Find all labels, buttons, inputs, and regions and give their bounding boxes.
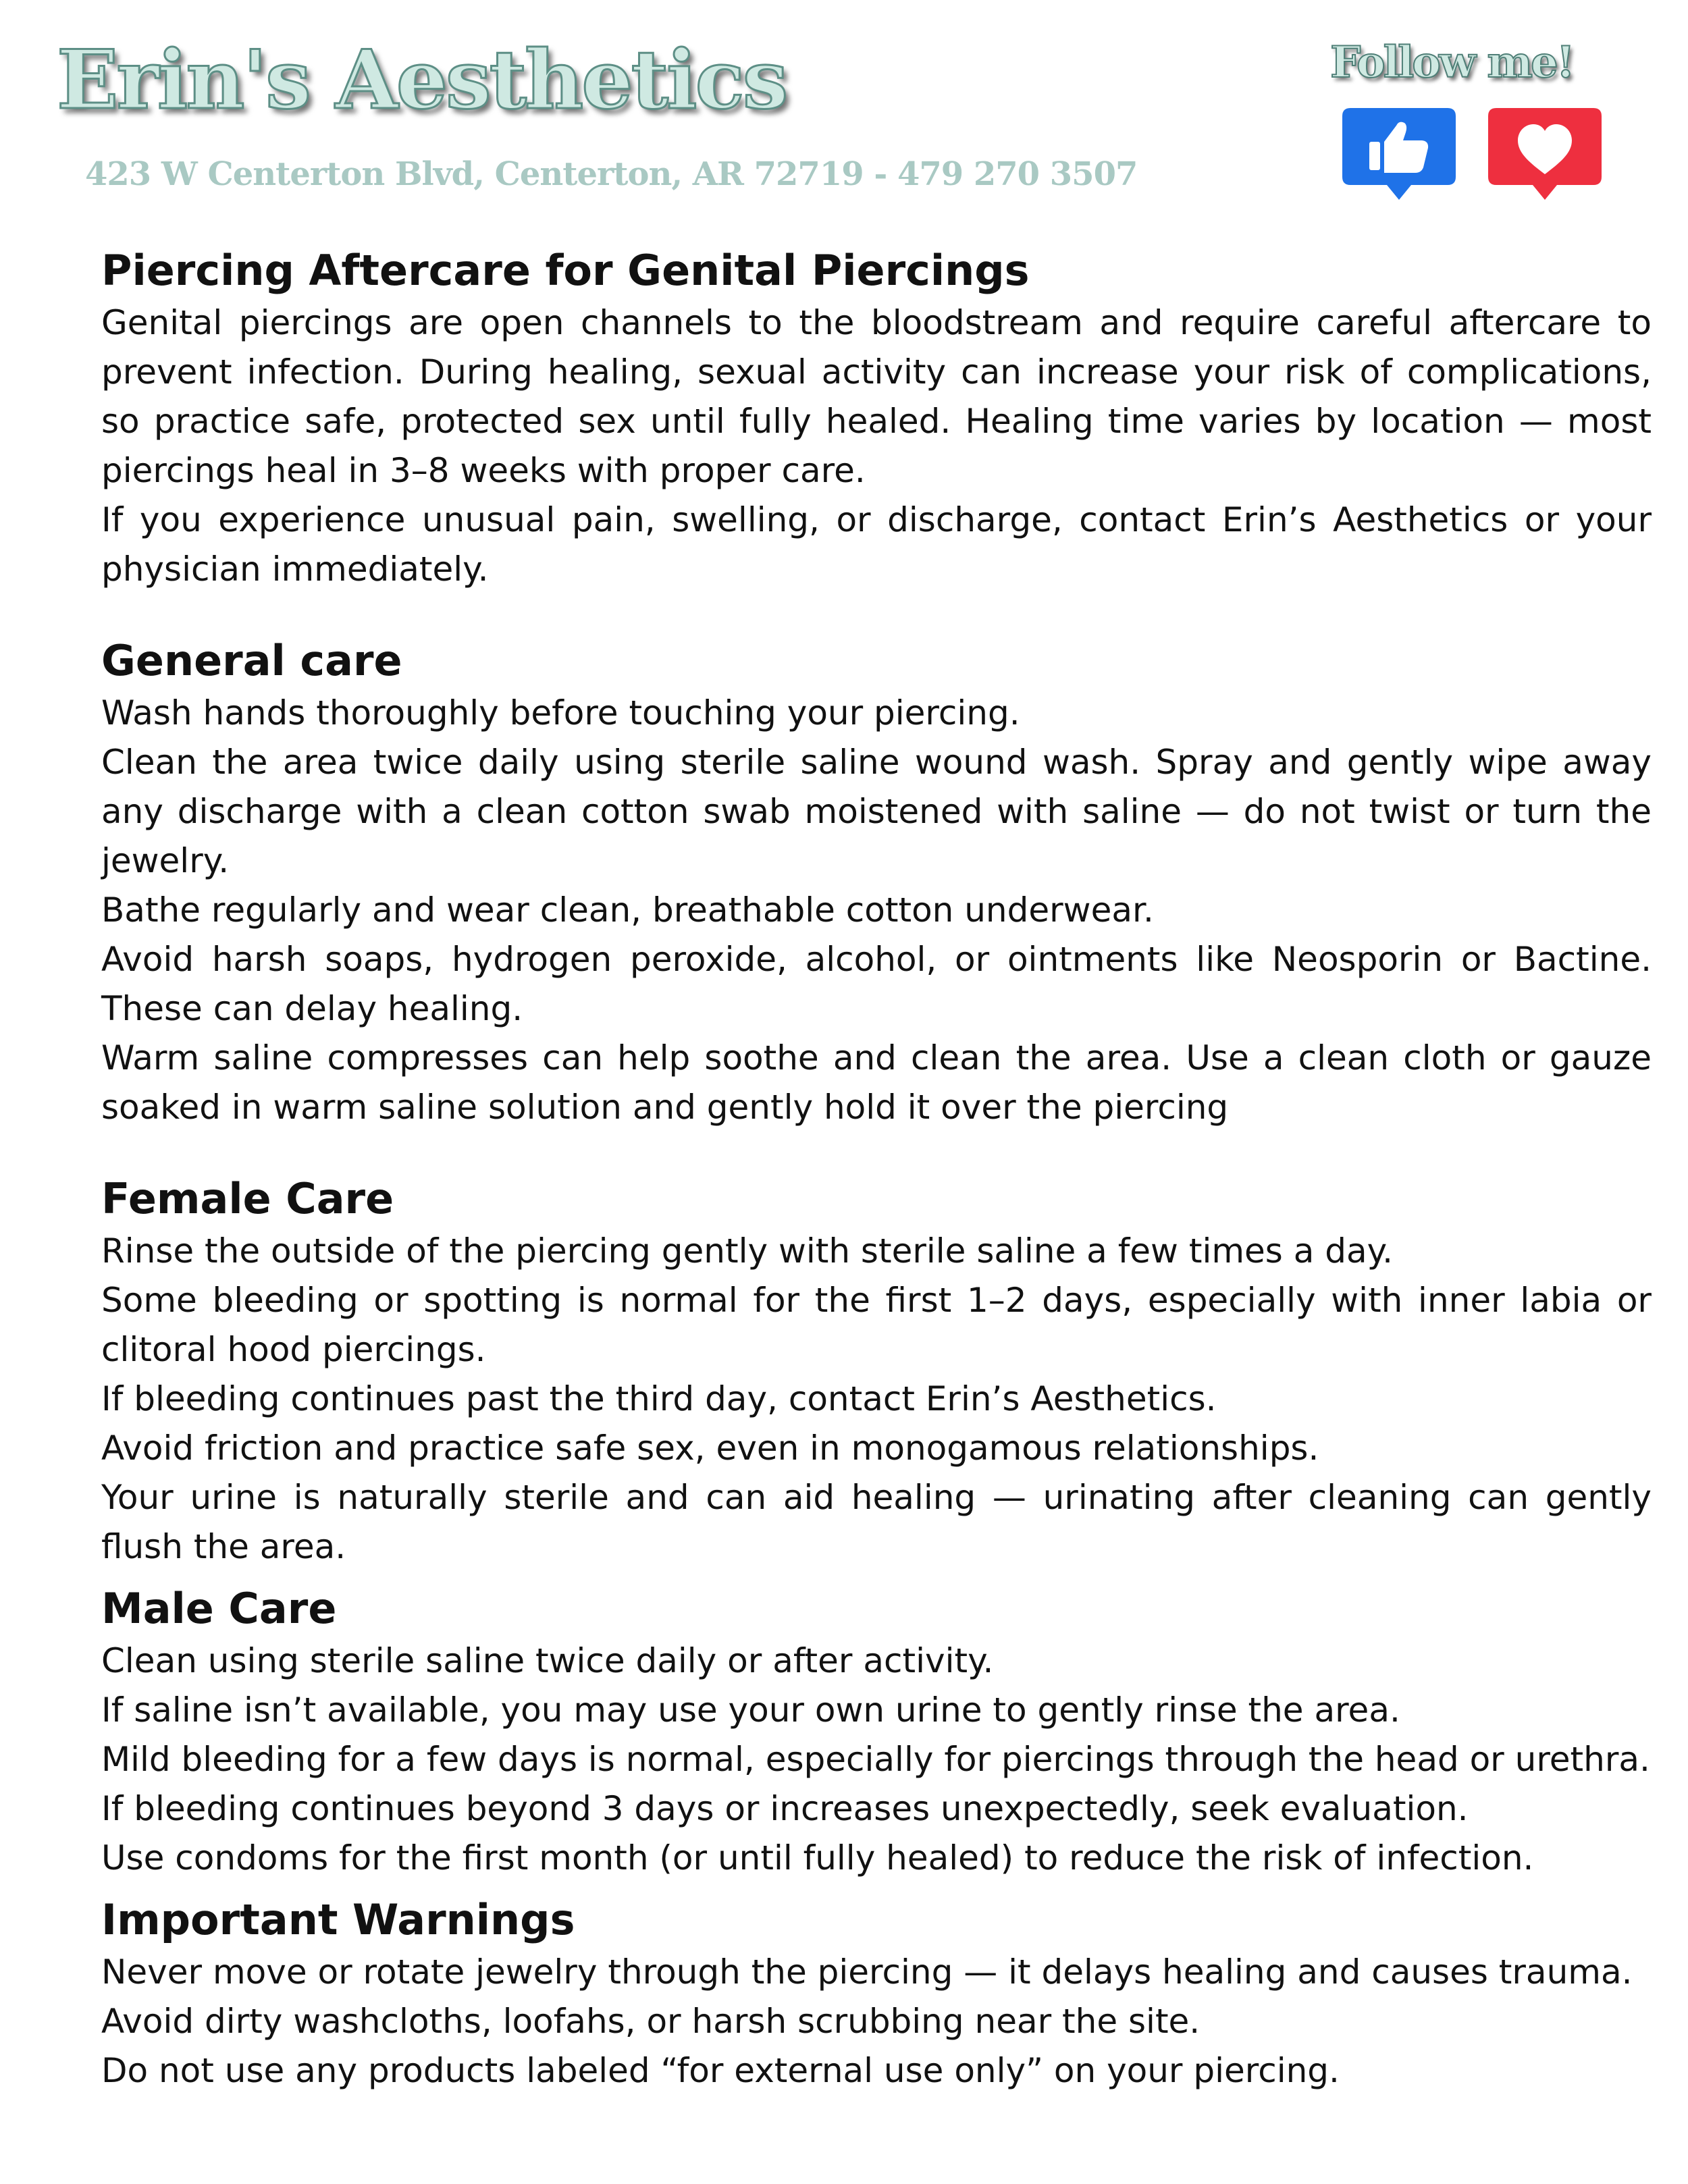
section-paragraph: Bathe regularly and wear clean, breathable cotton underwear. <box>101 890 1154 930</box>
section-heading: Male Care <box>101 1584 337 1633</box>
section-male-care <box>101 1581 1652 1883</box>
section-paragraph: Use condoms for the first month (or until fully healed) to reduce the risk of infection. <box>101 1838 1534 1877</box>
section-paragraph: Avoid harsh soaps, hydrogen peroxide, alcohol, or ointments like Neosporin or Bactine. These can delay healing. <box>101 940 1652 1028</box>
section-paragraph: Do not use any products labeled “for external use only” on your piercing. <box>101 2051 1340 2090</box>
heart-icon[interactable] <box>1488 108 1602 205</box>
section-important-warnings <box>101 1892 1652 2096</box>
section-paragraph: Genital piercings are open channels to the bloodstream and require careful aftercare to prevent infection. During healing, sexual activity can increase your risk of complications, so practice safe, protected sex until fully healed. Healing time varies by location — most piercings heal in 3–8 weeks with proper care. <box>101 303 1652 490</box>
section-paragraph: Wash hands thoroughly before touching your piercing. <box>101 693 1020 733</box>
section-paragraph: If you experience unusual pain, swelling, or discharge, contact Erin’s Aesthetics or your physician immediately. <box>101 500 1652 589</box>
business-address: 423 W Centerton Blvd, Centerton, AR 72719 - 479 270 3507 <box>85 155 1138 193</box>
section-general-care <box>101 633 1652 1132</box>
brand-title: Erin's Aesthetics <box>57 32 787 128</box>
section-paragraph: Avoid dirty washcloths, loofahs, or harsh scrubbing near the site. <box>101 2002 1201 2041</box>
thumbs-up-icon[interactable] <box>1342 108 1456 205</box>
section-female-care <box>101 1171 1652 1572</box>
section-paragraph: Warm saline compresses can help soothe and clean the area. Use a clean cloth or gauze soaked in warm saline solution and gently hold it over the piercing <box>101 1038 1652 1127</box>
section-paragraph: Clean using sterile saline twice daily or after activity. <box>101 1641 994 1680</box>
section-heading: Female Care <box>101 1174 394 1223</box>
section-paragraph: If bleeding continues past the third day, contact Erin’s Aesthetics. <box>101 1379 1217 1418</box>
section-paragraph: Rinse the outside of the piercing gently with sterile saline a few times a day. <box>101 1231 1394 1271</box>
section-paragraph: Mild bleeding for a few days is normal, especially for piercings through the head or urethra. <box>101 1740 1650 1779</box>
section-heading: Piercing Aftercare for Genital Piercings <box>101 246 1030 295</box>
section-heading: Important Warnings <box>101 1895 575 1944</box>
section-paragraph: If bleeding continues beyond 3 days or increases unexpectedly, seek evaluation. <box>101 1789 1469 1828</box>
section-heading: General care <box>101 636 402 685</box>
section-paragraph: Clean the area twice daily using sterile saline wound wash. Spray and gently wipe away any discharge with a clean cotton swab moistened with saline — do not twist or turn the jewelry. <box>101 743 1652 880</box>
section-piercing-aftercare <box>101 243 1652 594</box>
section-paragraph: Some bleeding or spotting is normal for the first 1–2 days, especially with inner labia or clitoral hood piercings. <box>101 1281 1652 1369</box>
section-paragraph: Your urine is naturally sterile and can aid healing — urinating after cleaning can gently flush the area. <box>101 1478 1652 1566</box>
section-paragraph: Avoid friction and practice safe sex, even in monogamous relationships. <box>101 1429 1319 1468</box>
follow-label: Follow me! <box>1330 37 1573 88</box>
section-paragraph: Never move or rotate jewelry through the piercing — it delays healing and causes trauma. <box>101 1952 1633 1992</box>
section-paragraph: If saline isn’t available, you may use your own urine to gently rinse the area. <box>101 1690 1400 1730</box>
aftercare-content <box>101 243 1652 2096</box>
